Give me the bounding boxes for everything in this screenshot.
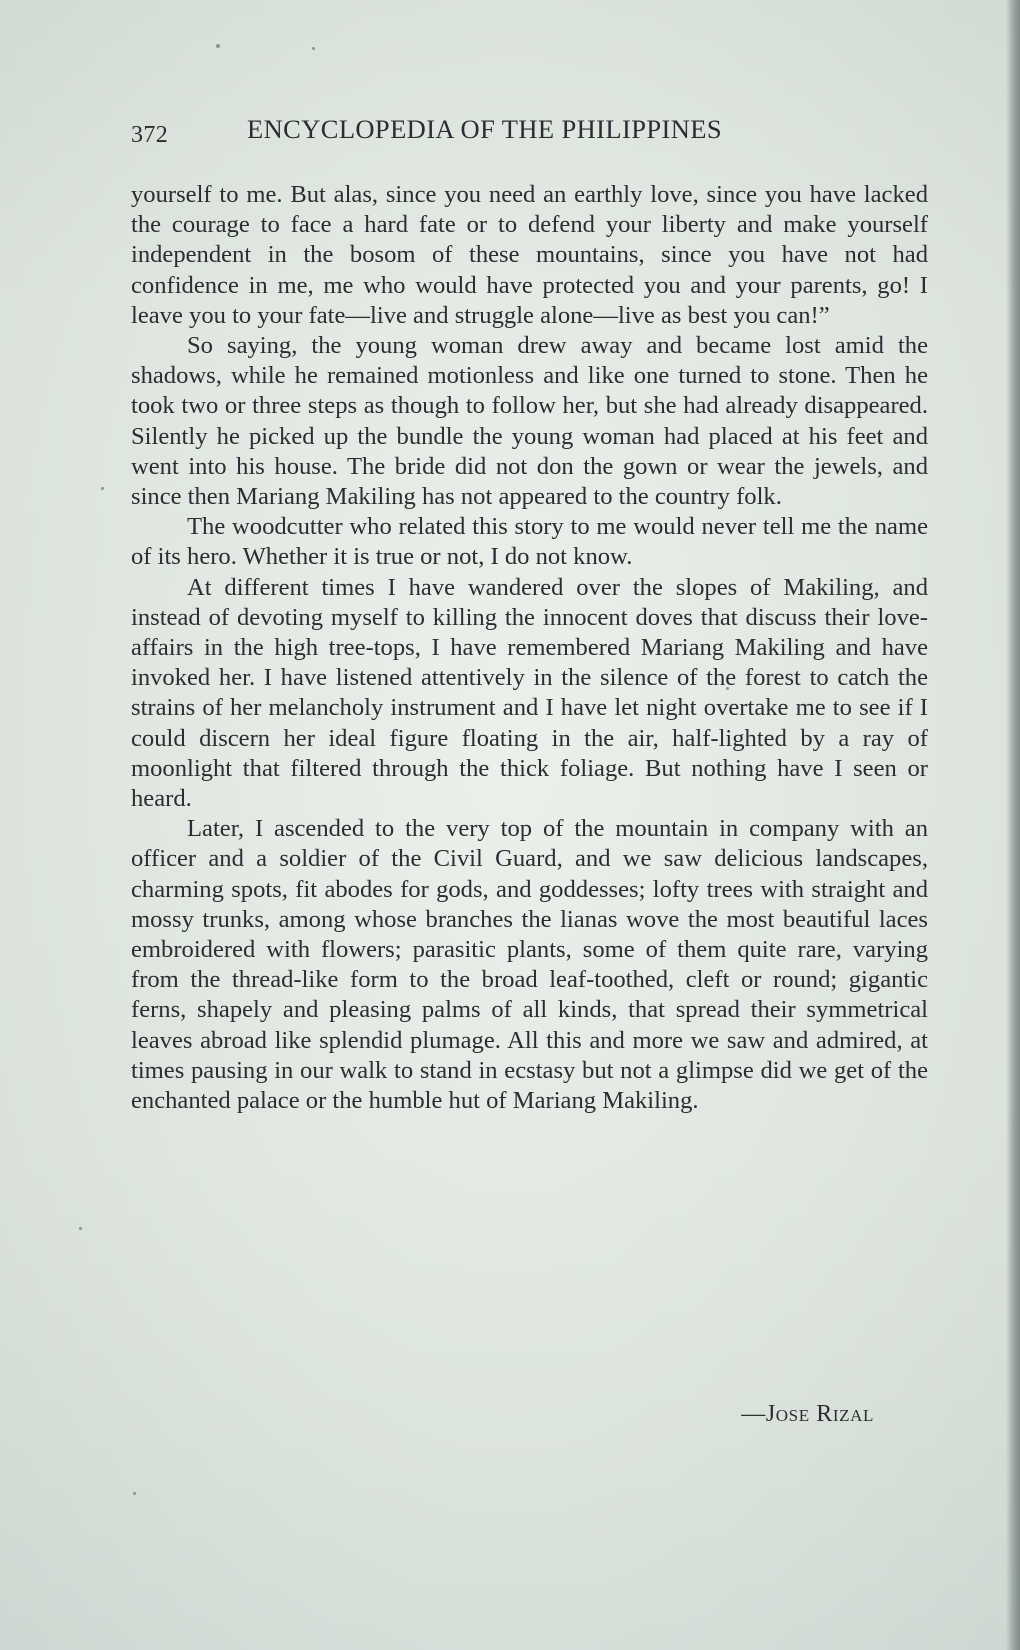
paragraph: At different times I have wandered over the slopes of Makiling, and instead of devoting myself to killing the innocent doves that discuss their love-affairs in the high tree-tops, I have remembered Mariang Makiling and have invoked her. I have listened attentively in the silence of the forest to catch the strains of her melancholy instrument and I have let night overtake me to see if I could discern her ideal figure floating in the air, half-lighted by a ray of moonlight that filtered through the thick foliage. But nothing have I seen or heard.	[131, 573, 928, 813]
paper-speck	[79, 1227, 82, 1230]
paragraph: Later, I ascended to the very top of the mountain in company with an officer and a soldier of the Civil Guard, and we saw delicious landscapes, charming spots, fit abodes for gods, and goddesses; lofty trees with straight and mossy trunks, among whose branches the lianas wove the most beautiful laces embroidered with flowers; parasitic plants, some of them quite rare, varying from the thread-like form to the broad leaf-toothed, cleft or round; gigantic ferns, shapely and pleasing palms of all kinds, that spread their symmetrical leaves abroad like splendid plumage. All this and more we saw and admired, at times pausing in our walk to stand in ecstasy but not a glimpse did we get of the enchanted palace or the humble hut of Mariang Makiling.	[131, 815, 928, 1115]
running-title: ENCYCLOPEDIA OF THE PHILIPPINES	[247, 114, 722, 144]
paper-speck	[101, 487, 104, 490]
paragraph: The woodcutter who related this story to me would never tell me the name of its hero. Whether it is true or not, I do not know.	[131, 513, 928, 571]
running-header	[131, 114, 931, 154]
paragraph-continuation: yourself to me. But alas, since you need an earthly love, since you have lacked the courage to face a hard fate or to defend your liberty and make yourself independent in the bosom of these mountains, since you have not had confidence in me, me who would have protected you and your parents, go! I leave you to your fate—live and struggle alone—live as best you can!”	[131, 181, 928, 329]
paper-speck	[133, 1492, 136, 1495]
paper-speck	[312, 47, 315, 50]
paper-speck	[216, 44, 220, 48]
page-number: 372	[131, 122, 169, 148]
paragraph: So saying, the young woman drew away and became lost amid the shadows, while he remained motionless and like one turned to stone. Then he took two or three steps as though to follow her, but she had already disappeared. Silently he picked up the bundle the young woman had placed at his feet and went into his house. The bride did not don the gown or wear the jewels, and since then Mariang Makiling has not appeared to the country folk.	[131, 332, 928, 511]
author-signature: —Jose Rizal	[741, 1401, 874, 1427]
page-edge-shadow	[1006, 0, 1020, 1650]
body-text	[131, 180, 928, 1116]
